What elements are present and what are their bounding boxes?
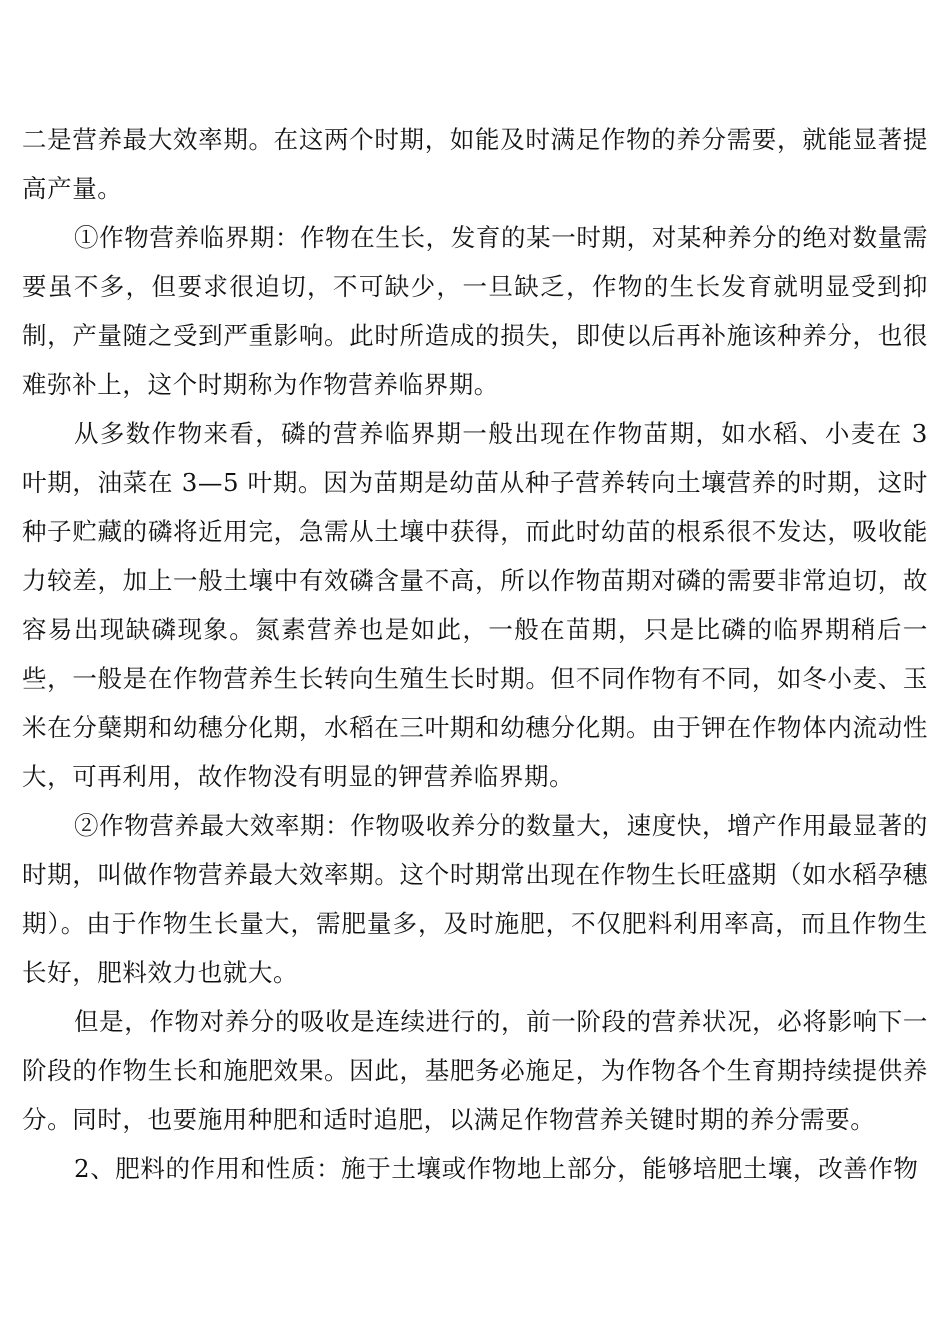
paragraph-phosphorus-nitrogen: 从多数作物来看，磷的营养临界期一般出现在作物苗期，如水稻、小麦在 3 叶期，油菜在 3—5 叶期。因为苗期是幼苗从种子营养转向土壤营养的时期，这时种子贮藏的磷将近用完，急需从土壤中获得，而此时幼苗的根系很不发达，吸收能力较差，加上一般土壤中有效磷含量不高，所以作物苗期对磷的需要非常迫切，故容易出现缺磷现象。氮素营养也是如此，一般在苗期，只是比磷的临界期稍后一些，一般是在作物营养生长转向生殖生长时期。但不同作物有不同，如冬小麦、玉米在分蘖期和幼穗分化期，水稻在三叶期和幼穗分化期。由于钾在作物体内流动性大，可再利用，故作物没有明显的钾营养临界期。: [22, 419, 928, 791]
paragraph-critical-period: ①作物营养临界期：作物在生长，发育的某一时期，对某种养分的绝对数量需要虽不多，但要求很迫切，不可缺少，一旦缺乏，作物的生长发育就明显受到抑制，产量随之受到严重影响。此时所造成的损失，即使以后再补施该种养分，也很难弥补上，这个时期称为作物营养临界期。: [22, 223, 928, 399]
paragraph-continuous-absorption: 但是，作物对养分的吸收是连续进行的，前一阶段的营养状况，必将影响下一阶段的作物生长和施肥效果。因此，基肥务必施足，为作物各个生育期持续提供养分。同时，也要施用种肥和适时追肥，以满足作物营养关键时期的养分需要。: [22, 1007, 928, 1134]
paragraph-continuation: 二是营养最大效率期。在这两个时期，如能及时满足作物的养分需要，就能显著提高产量。: [22, 125, 928, 203]
paragraph-max-efficiency-period: ②作物营养最大效率期：作物吸收养分的数量大，速度快，增产作用最显著的时期，叫做作物营养最大效率期。这个时期常出现在作物生长旺盛期（如水稻孕穗期）。由于作物生长量大，需肥量多，及时施肥，不仅肥料利用率高，而且作物生长好，肥料效力也就大。: [22, 811, 928, 987]
document-page: [22, 115, 928, 1193]
paragraph-fertilizer-role: 2、肥料的作用和性质：施于土壤或作物地上部分，能够培肥土壤，改善作物: [74, 1154, 919, 1183]
